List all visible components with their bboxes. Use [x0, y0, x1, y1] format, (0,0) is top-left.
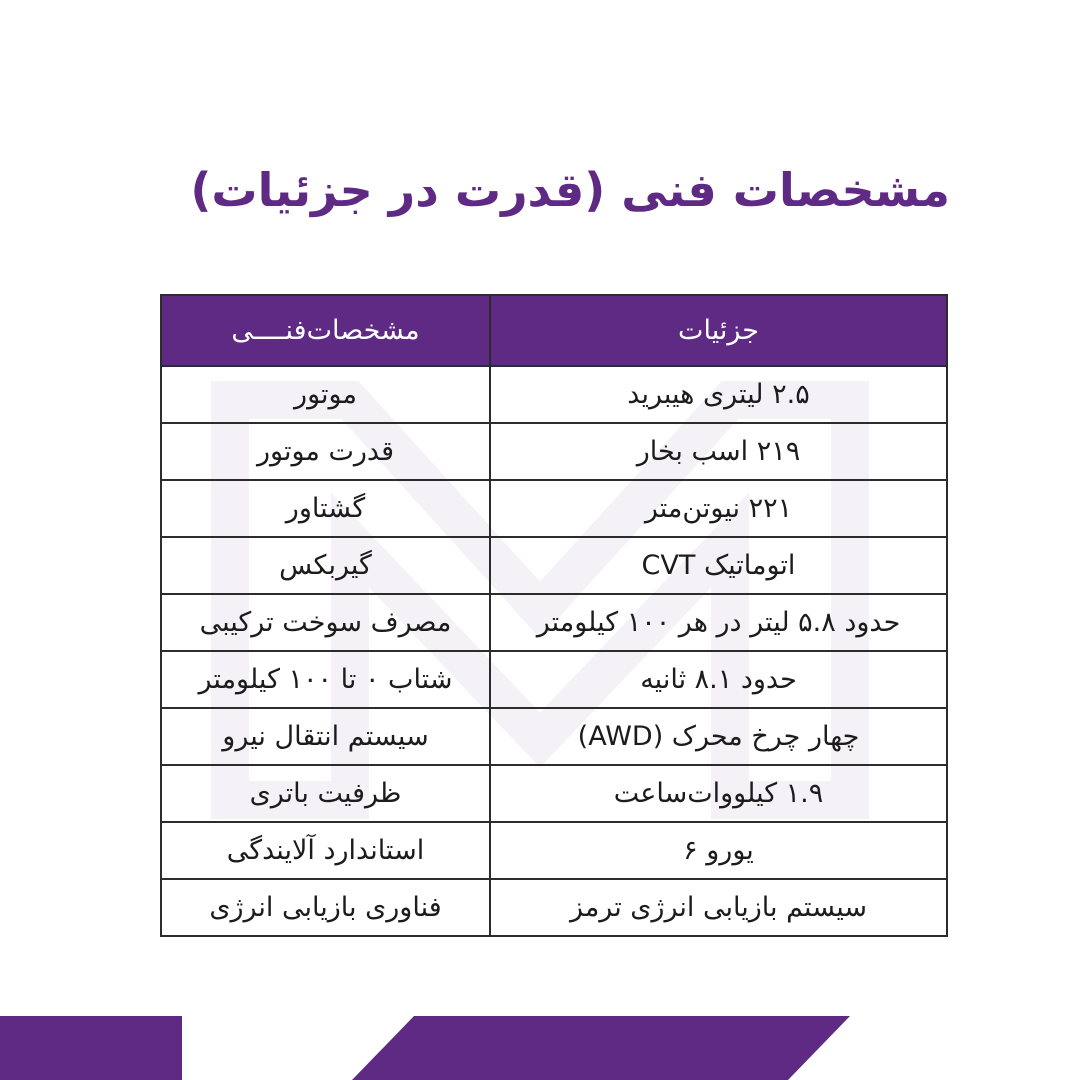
decor-bar-left	[0, 1016, 182, 1080]
cell-details: اتوماتیک CVT	[490, 537, 947, 594]
cell-spec: شتاب ۰ تا ۱۰۰ کیلومتر	[161, 651, 490, 708]
table-row	[161, 594, 947, 651]
cell-details: سیستم بازیابی انرژی ترمز	[490, 879, 947, 936]
cell-details: چهار چرخ محرک (AWD)	[490, 708, 947, 765]
cell-details: ۱.۹ کیلووات‌ساعت	[490, 765, 947, 822]
page-title: مشخصات فنی (قدرت در جزئیات)	[190, 163, 950, 217]
header-details: جزئیات	[490, 295, 947, 366]
table-row	[161, 480, 947, 537]
cell-spec: مصرف سوخت ترکیبی	[161, 594, 490, 651]
table-row	[161, 765, 947, 822]
table-row	[161, 537, 947, 594]
decor-bar-right	[352, 1016, 850, 1080]
table-row	[161, 708, 947, 765]
cell-details: حدود ۸.۱ ثانیه	[490, 651, 947, 708]
specs-table	[160, 294, 948, 937]
cell-spec: گشتاور	[161, 480, 490, 537]
table-row	[161, 651, 947, 708]
table-row	[161, 822, 947, 879]
header-spec: مشخصات‌فنــــی	[161, 295, 490, 366]
cell-spec: سیستم انتقال نیرو	[161, 708, 490, 765]
cell-spec: ظرفیت باتری	[161, 765, 490, 822]
cell-details: ۲.۵ لیتری هیبرید	[490, 366, 947, 423]
cell-spec: موتور	[161, 366, 490, 423]
table-row	[161, 423, 947, 480]
cell-details: ۲۱۹ اسب بخار	[490, 423, 947, 480]
table-row	[161, 366, 947, 423]
cell-spec: فناوری بازیابی انرژی	[161, 879, 490, 936]
cell-details: یورو ۶	[490, 822, 947, 879]
cell-spec: قدرت موتور	[161, 423, 490, 480]
cell-spec: استاندارد آلایندگی	[161, 822, 490, 879]
cell-spec: گیربکس	[161, 537, 490, 594]
table-header-row	[161, 295, 947, 366]
cell-details: ۲۲۱ نیوتن‌متر	[490, 480, 947, 537]
table-row	[161, 879, 947, 936]
cell-details: حدود ۵.۸ لیتر در هر ۱۰۰ کیلومتر	[490, 594, 947, 651]
